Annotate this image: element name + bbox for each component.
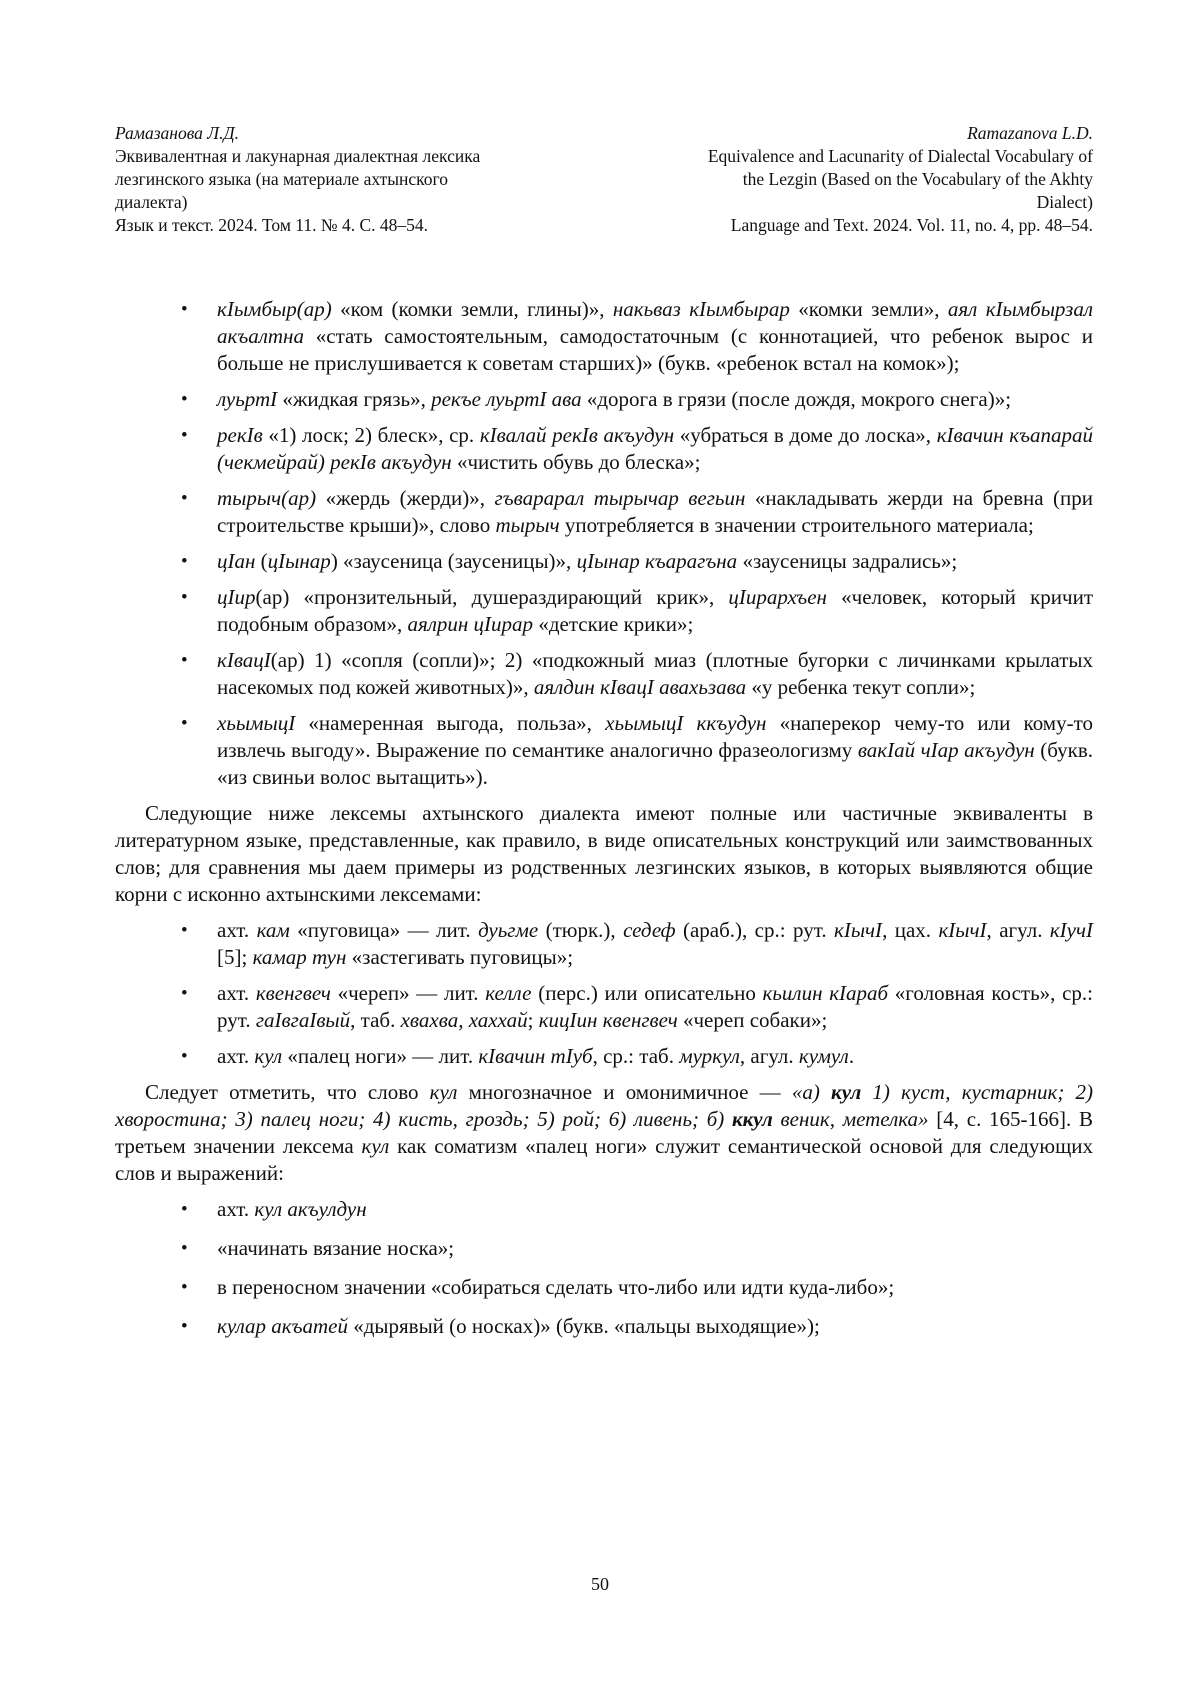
page-number: 50 [591,1574,609,1594]
paragraph-kul-polysemy: Следует отметить, что слово кул многозначное и омонимичное — «а) кул 1) куст, кустарник; 2) хворостина; 3) палец ноги; 4) кисть, гроздь; 5) рой; 6) ливень; б) ккул веник, метелка» [4, с. 165-166]. В третьем значении лексема кул как соматизм «палец ноги» служит семантической основой для следующих слов и выражений: [115,1080,1094,1185]
list-item: • цIан (цIынар) «заусеница (заусеницы)», цIынар къарагъна «заусеницы задрались»; [115,548,1093,575]
list-item: • луьртI «жидкая грязь», рекъе луьртI ава «дорога в грязи (после дождя, мокрого снега)»; [115,386,1093,413]
list-item: • хьымыцI «намеренная выгода, польза», хьымыцI ккъудун «наперекор чему-то или кому-то извлечь выгоду». Выражение по семантике аналогично фразеологизму вакIай чIар акъудун (букв. «из свиньи волос вытащить»). [115,710,1093,791]
list-item: • в переносном значении «собираться сделать что-либо или идти куда-либо»; [115,1274,1093,1301]
lacunar-word-list [115,296,1093,791]
list-item: • цIир(ар) «пронзительный, душераздирающий крик», цIирархъен «человек, который кричит подобным образом», аялрин цIирар «детские крики»; [115,584,1093,638]
list-item: • «начинать вязание носка»; [115,1235,1093,1262]
list-item: • кIымбыр(ар) «ком (комки земли, глины)», накьваз кIымбырар «комки земли», аял кIымбырзал акъалтна «стать самостоятельным, самодостаточным (с коннотацией, что ребенок вырос и больше не прислушивается к советам старших)» (букв. «ребенок встал на комок»); [115,296,1093,377]
list-item: • ахт. квенгвеч «череп» — лит. келле (перс.) или описательно кьилин кIараб «головная кость», ср.: рут. гаIвгаIвый, таб. хвахва, хаххай; кицIин квенгвеч «череп собаки»; [115,980,1093,1034]
header-title-ru-line1: Эквивалентная и лакунарная диалектная лексика [115,146,481,166]
header-title-ru-line2: лезгинского языка (на материале ахтынского [115,169,449,189]
list-item: • кIвацI(ар) 1) «сопля (сопли)»; 2) «подкожный миаз (плотные бугорки с личинками крылатых насекомых под кожей животных)», аялдин кIвацI авахьзава «у ребенка текут сопли»; [115,647,1093,701]
header-author-ru: Рамазанова Л.Д. [115,123,240,143]
list-item: • кулар акъатей «дырявый (о носках)» (букв. «пальцы выходящие»); [115,1313,1093,1340]
header-title-en-line1: Equivalence and Lacunarity of Dialectal Vocabulary of [707,146,1093,166]
list-item: • ахт. кул акъулдун [115,1196,1093,1223]
paragraph-equivalents-intro: Следующие ниже лексемы ахтынского диалекта имеют полные или частичные эквиваленты в литературном языке, представленные, как правило, в виде описательных конструкций или заимствованных слов; для сравнения мы даем примеры из родственных лезгинских языков, в которых выявляются общие корни с исконно ахтынскими лексемами: [115,801,1093,906]
header-russian [115,122,585,237]
list-item: • ахт. кам «пуговица» — лит. дуьгме (тюрк.), седеф (араб.), ср.: рут. кIычI, цах. кIычI, агул. кIучI [5]; камар тун «застегивать пуговицы»; [115,917,1093,971]
kul-derivatives-list [115,1196,1093,1340]
header-citation-en: Language and Text. 2024. Vol. 11, no. 4, pp. 48–54. [730,215,1093,235]
body-text [115,296,1093,1352]
header-title-en-line3: Dialect) [1036,192,1093,212]
header-author-en: Ramazanova L.D. [967,123,1093,143]
list-item: • рекIв «1) лоск; 2) блеск», ср. кIвалай рекIв акъудун «убраться в доме до лоска», кIвачин къапарай (чекмейрай) рекIв акъудун «чистить обувь до блеска»; [115,422,1093,476]
header-title-ru-line3: диалекта) [115,192,188,212]
header-title-en-line2: the Lezgin (Based on the Vocabulary of the Akhty [742,169,1093,189]
header-english [623,122,1093,237]
list-item: • ахт. кул «палец ноги» — лит. кIвачин тIуб, ср.: таб. муркул, агул. кумул. [115,1043,1093,1070]
list-item: • тырыч(ар) «жердь (жерди)», гъварарал тырычар вегьин «накладывать жерди на бревна (при строительстве крыши)», слово тырыч употребляется в значении строительного материала; [115,485,1093,539]
header-citation-ru: Язык и текст. 2024. Том 11. № 4. С. 48–54. [115,215,429,235]
equivalent-word-list [115,917,1093,1070]
